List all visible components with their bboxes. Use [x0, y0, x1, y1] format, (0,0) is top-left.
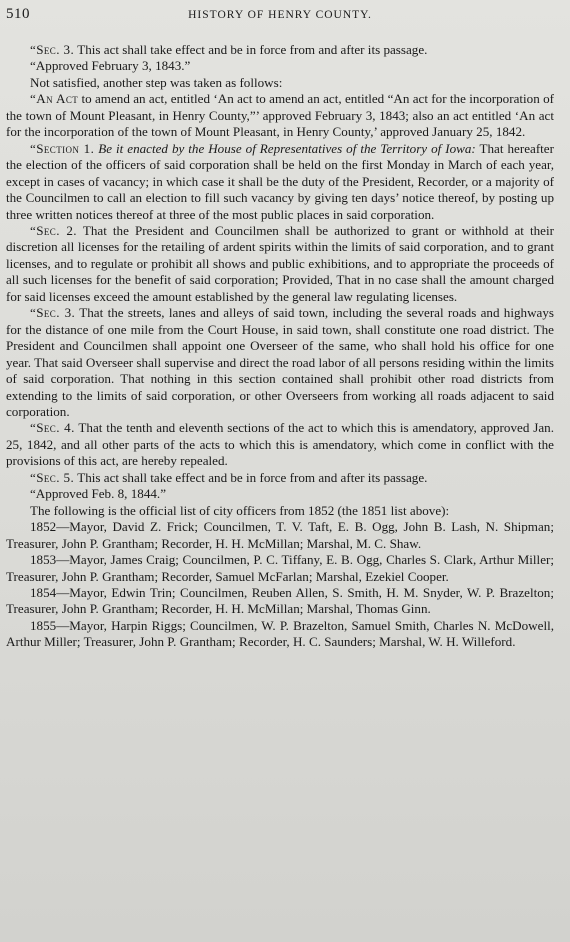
section-lead: “Sec. 2. [30, 222, 77, 238]
paragraph-text: Not satisfied, another step was taken as follows: [30, 74, 283, 90]
paragraph-text: “Approved February 3, 1843.” [30, 58, 191, 74]
paragraph-text: “Approved Feb. 8, 1844.” [30, 486, 167, 502]
paragraph [6, 58, 554, 74]
officer-list-entry [6, 519, 554, 552]
paragraph [6, 141, 554, 223]
paragraph-text: 1854—Mayor, Edwin Trin; Councilmen, Reuben Allen, S. Smith, H. M. Snyder, W. P. Brazelton; Treasurer, John P. Grantham; Recorder, H. H. McMillan; Marshal, Thomas Ginn. [6, 584, 554, 617]
section-lead: “Sec. 5. [30, 469, 75, 485]
paragraph [6, 420, 554, 469]
paragraph-text: This act shall take effect and be in force from and after its passage. [74, 42, 428, 57]
page-number: 510 [6, 6, 30, 22]
paragraph [6, 91, 554, 140]
paragraph-text: That the President and Councilmen shall be authorized to grant or withhold at their discretion all licenses for the retailing of ardent spirits within the limits of said corporation, and to grant licenses, and to regulate or prohibit all shows and public exhibitions, and to appropriate the proceeds of all such licenses for the benefit of said corporation; Provided, That in no case shall the amount charged for said licenses exceed the amount established by the general law regulating licenses. [6, 222, 554, 304]
paragraph [6, 470, 554, 486]
paragraph [6, 503, 554, 519]
paragraph-text: to amend an act, entitled ‘An act to amend an act, entitled “An act for the incorporation of the town of Mount Pleasant, in Henry County,”’ approved February 3, 1843; also an act entitled ‘An act for the incorporation of the town of Mount Pleasant, in Henry County,’ approved January 25, 1842. [6, 91, 555, 140]
section-lead: “Sec. 4. [30, 420, 75, 436]
section-lead: “Section 1. [30, 140, 95, 156]
body-text [6, 42, 554, 651]
paragraph-text: That the streets, lanes and alleys of said town, including the several roads and highways for the distance of one mile from the Court House, in said town, shall constitute one road district. The President and Councilmen shall appoint one Overseer of the same, who shall hold his office for one year. That said Overseer shall supervise and direct the road labor of all persons residing within the limits of said corporation. That nothing in this section contained shall prohibit other road districts from extending to the limits of said corporation, or other Overseers from working all roads adjacent to said corporation. [6, 305, 554, 419]
paragraph [6, 305, 554, 420]
running-head: HISTORY OF HENRY COUNTY. [188, 9, 372, 21]
paragraph-text: That hereafter the election of the officers of said corporation shall be held on the first Monday in March of each year, except in cases of vacancy; in which case it shall be the duty of the President, Recorder, or a majority of the Councilmen to call an election to fill such vacancy by giving ten days’ notice thereof, by posting up three written notices thereof at three of the most public places in said corporation. [6, 140, 554, 222]
officer-list-entry [6, 618, 554, 651]
paragraph-text: 1855—Mayor, Harpin Riggs; Councilmen, W. P. Brazelton, Samuel Smith, Charles N. McDowell, Arthur Miller; Treasurer, John P. Grantham; Recorder, H. C. Saunders; Marshal, W. H. Willeford. [6, 617, 554, 650]
paragraph [6, 75, 554, 91]
paragraph [6, 486, 554, 502]
paragraph-text: The following is the official list of city officers from 1852 (the 1851 list above): [30, 502, 450, 518]
paragraph [6, 223, 554, 305]
officer-list-entry [6, 552, 554, 585]
page-header [6, 6, 554, 30]
paragraph-text: 1853—Mayor, James Craig; Councilmen, P. C. Tiffany, E. B. Ogg, Charles S. Clark, Arthur Miller; Treasurer, John P. Grantham; Recorder, Samuel McFarlan; Marshal, Ezekiel Cooper. [6, 552, 554, 584]
section-lead: “Sec. 3. [30, 305, 76, 321]
section-lead: “Sec. 3. [30, 42, 75, 57]
section-lead: “An Act [30, 91, 79, 107]
officer-list-entry [6, 585, 554, 618]
paragraph-text: That the tenth and eleventh sections of the act to which this is amendatory, approved Jan. 25, 1842, and all other parts of the acts to which this is amendatory, which come in conflict with the provisions of this act, are hereby repealed. [6, 420, 554, 469]
paragraph-text: 1852—Mayor, David Z. Frick; Councilmen, T. V. Taft, E. B. Ogg, John B. Lash, N. Shipman; Treasurer, John P. Grantham; Recorder, H. H. McMillan; Marshal, M. C. Shaw. [6, 519, 554, 551]
paragraph-text: This act shall take effect and be in force from and after its passage. [74, 469, 428, 485]
paragraph [6, 42, 554, 58]
enacting-clause: Be it enacted by the House of Representatives of the Territory of Iowa: [94, 140, 476, 156]
